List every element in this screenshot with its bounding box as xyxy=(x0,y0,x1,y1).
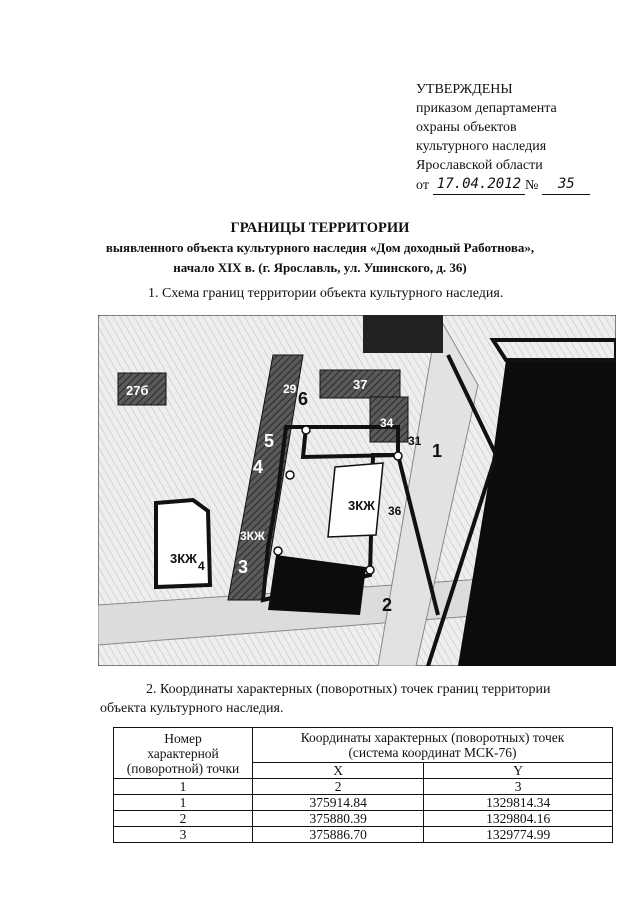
label-point-2: 2 xyxy=(382,595,393,615)
title-main: ГРАНИЦЫ ТЕРРИТОРИИ xyxy=(230,220,410,236)
approval-date-row xyxy=(416,175,616,195)
header-x: X xyxy=(253,763,424,779)
label-point-1: 1 xyxy=(432,441,443,461)
zone-left-boundary xyxy=(156,500,210,587)
section-1-heading: 1. Схема границ территории объекта культурного наследия. xyxy=(148,286,504,301)
document-title xyxy=(0,218,640,278)
label-zkzh-left: 3КЖ xyxy=(170,551,197,566)
header-coordinates: Координаты характерных (поворотных) точек (система координат МСК-76) xyxy=(253,728,613,763)
approval-line-3: культурного наследия xyxy=(416,139,547,154)
marker-point-6 xyxy=(302,426,310,434)
label-point-3: 3 xyxy=(238,557,249,577)
header-point-number: Номер характерной (поворотной) точки xyxy=(114,728,253,779)
marker-point-1 xyxy=(394,452,402,460)
label-37: 37 xyxy=(353,377,368,392)
marker-point-4 xyxy=(286,471,294,479)
table-column-numbers: 1 2 3 xyxy=(114,779,613,795)
territory-boundary-map xyxy=(98,315,616,666)
approval-heading: УТВЕРЖДЕНЫ xyxy=(416,82,513,97)
marker-point-2 xyxy=(366,566,374,574)
label-side: 3КЖ xyxy=(240,529,265,543)
table-row: 2 375880.39 1329804.16 xyxy=(114,811,613,827)
title-line-3: начало XIX в. (г. Ярославль, ул. Ушинского, д. 36) xyxy=(173,260,467,275)
table-header-row xyxy=(114,728,613,763)
table-row: 3 375886.70 1329774.99 xyxy=(114,827,613,843)
label-zkzh-center: 3КЖ xyxy=(348,498,375,513)
approval-line-4: Ярославской области xyxy=(416,158,543,173)
label-36: 36 xyxy=(388,504,402,518)
coordinates-table xyxy=(113,727,613,843)
marker-point-3 xyxy=(274,547,282,555)
handwritten-date: 17.04.2012 xyxy=(433,175,525,195)
building-dark-top xyxy=(363,315,443,353)
date-prefix: от xyxy=(416,178,429,193)
section-2-line-2: объекта культурного наследия. xyxy=(100,701,284,716)
label-34: 34 xyxy=(380,416,394,430)
label-31: 31 xyxy=(408,434,422,448)
label-27b: 27б xyxy=(126,383,149,398)
handwritten-number: 35 xyxy=(542,175,590,195)
title-line-2: выявленного объекта культурного наследия «Дом доходный Работнова», xyxy=(105,240,535,255)
label-num-left: 4 xyxy=(198,559,205,573)
label-point-4: 4 xyxy=(253,457,264,477)
section-2-line-1: 2. Координаты характерных (поворотных) точек границ территории xyxy=(146,682,551,697)
label-point-6: 6 xyxy=(298,389,309,409)
approval-block xyxy=(416,80,616,195)
header-y: Y xyxy=(424,763,613,779)
approval-line-2: охраны объектов xyxy=(416,120,517,135)
label-29: 29 xyxy=(283,382,297,396)
approval-line-1: приказом департамента xyxy=(416,101,557,116)
number-prefix: № xyxy=(524,178,539,193)
label-point-5: 5 xyxy=(264,431,275,451)
table-row: 1 375914.84 1329814.34 xyxy=(114,795,613,811)
section-2-text xyxy=(100,680,613,718)
